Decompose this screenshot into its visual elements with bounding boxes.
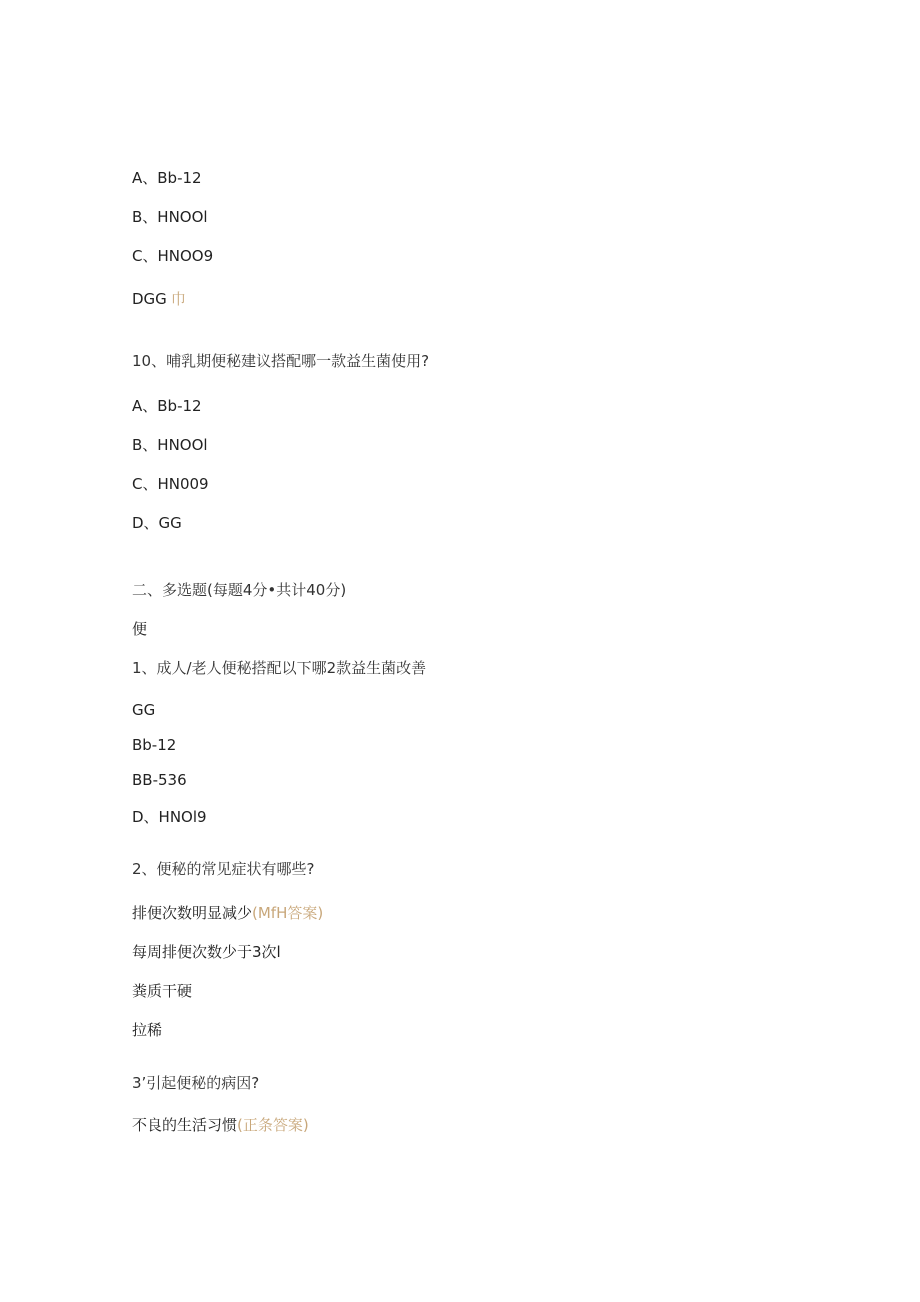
q9-option-b: B、HNOOl [132, 208, 208, 226]
q9-option-d-label: DGG [132, 290, 167, 308]
q10-option-c: C、HN009 [132, 475, 209, 493]
mq2-answer-note: (MfH答案) [252, 904, 324, 922]
mq1-option-4: D、HNOl9 [132, 808, 207, 826]
mq1-option-2: Bb-12 [132, 736, 177, 754]
mq1-title: 1、成人/老人便秘搭配以下哪2款益生菌改善 [132, 659, 427, 677]
q9-option-d [132, 289, 186, 309]
section2-stray-char: 便 [132, 620, 148, 638]
mq3-option-1-label: 不良的生活习惯 [132, 1116, 238, 1134]
q10-title: 10、哺乳期便秘建议搭配哪一款益生菌使用? [132, 352, 430, 370]
q10-option-b: B、HNOOl [132, 436, 208, 454]
mq2-option-2: 每周排便次数少于3次l [132, 943, 281, 961]
mq2-option-1 [132, 903, 323, 923]
mq3-option-1 [132, 1115, 309, 1135]
q10-option-d: D、GG [132, 514, 182, 532]
mq2-title: 2、便秘的常见症状有哪些? [132, 860, 315, 878]
mq2-option-1-label: 排便次数明显减少 [132, 904, 253, 922]
mq2-option-4: 拉稀 [132, 1021, 163, 1039]
section2-title: 二、多选题(每题4分•共计40分) [132, 581, 347, 599]
q9-option-a: A、Bb-12 [132, 169, 202, 187]
mq2-option-3: 粪质干硬 [132, 982, 193, 1000]
q9-answer-mark: 巾 [170, 290, 186, 308]
q9-option-c: C、HNOO9 [132, 247, 214, 265]
mq1-option-1: GG [132, 701, 156, 719]
mq3-answer-note: (正条答案) [237, 1116, 309, 1134]
mq3-title: 3’引起便秘的病因? [132, 1074, 260, 1092]
q10-option-a: A、Bb-12 [132, 397, 202, 415]
mq1-option-3: BB-536 [132, 771, 187, 789]
